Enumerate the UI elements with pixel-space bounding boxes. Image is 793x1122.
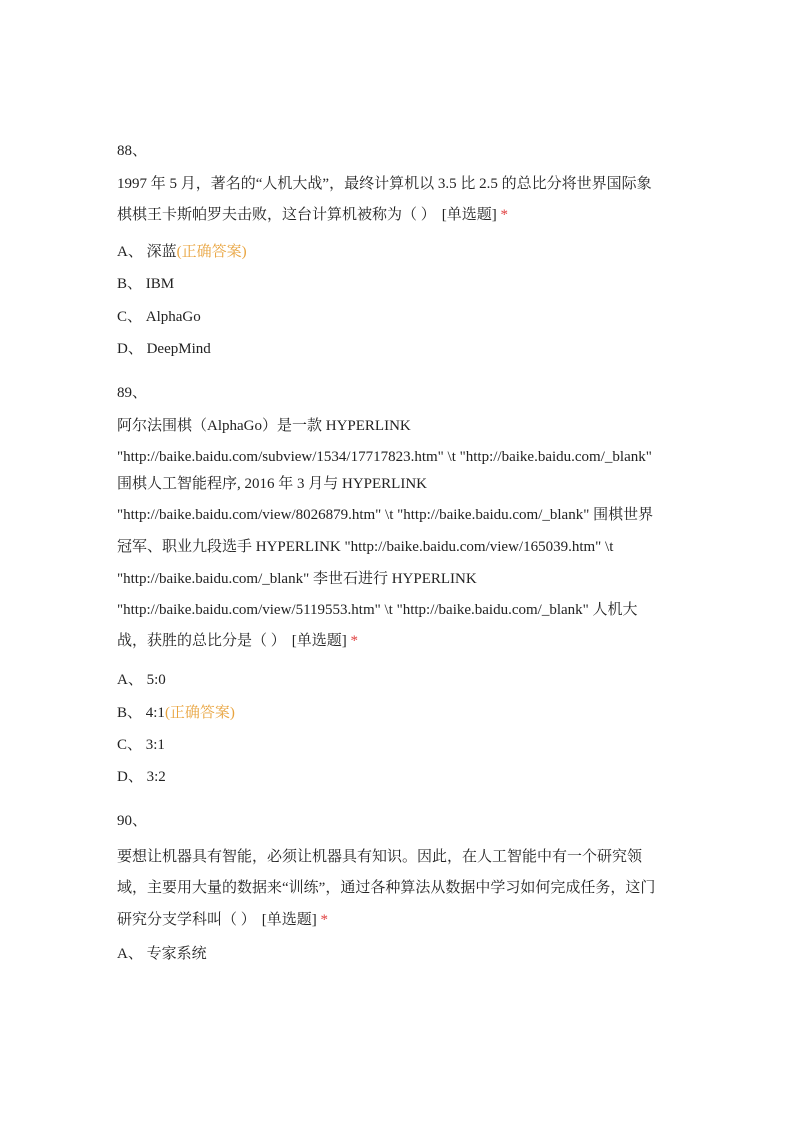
question-text-line [117,632,358,650]
option-d: D、 DeepMind [117,341,211,357]
question-text-line: 阿尔法围棋（AlphaGo）是一款 HYPERLINK [117,418,411,434]
question-text-line: 域，主要用大量的数据来“训练”，通过各种算法从数据中学习如何完成任务，这门 [117,880,656,896]
option-label: A、 深蓝 [117,244,177,260]
question-number: 88、 [117,143,148,159]
option-label: B、 4:1 [117,705,165,721]
option-c: C、 AlphaGo [117,309,201,325]
question-text: 棋棋王卡斯帕罗夫击败，这台计算机被称为（ ） [117,207,436,223]
question-type: [单选题] [291,633,347,649]
question-text-line [117,911,328,929]
required-marker: * [350,633,359,649]
question-text-line: 围棋人工智能程序, 2016 年 3 月与 HYPERLINK [117,476,427,492]
question-type: [单选题] [261,912,317,928]
correct-answer-tag: (正确答案) [176,244,247,260]
option-c: C、 3:1 [117,737,165,753]
option-b: B、 IBM [117,276,175,292]
question-number: 89、 [117,385,148,401]
question-type: [单选题] [441,207,497,223]
required-marker: * [320,912,329,928]
question-text-line: "http://baike.baidu.com/subview/1534/17717823.htm" \t "http://baike.baidu.com/_blank" [117,449,652,465]
required-marker: * [500,207,509,223]
question-number: 90、 [117,813,148,829]
question-text-line: 要想让机器具有智能，必须让机器具有知识。因此，在人工智能中有一个研究领 [117,849,643,865]
correct-answer-tag: (正确答案) [164,705,235,721]
option-a: A、 5:0 [117,672,166,688]
option-a: A、 专家系统 [117,946,207,962]
question-text-line: "http://baike.baidu.com/view/5119553.htm" \t "http://baike.baidu.com/_blank" 人机大 [117,602,638,618]
question-text: 研究分支学科叫（ ） [117,912,256,928]
question-text-line: "http://baike.baidu.com/view/8026879.htm" \t "http://baike.baidu.com/_blank" 围棋世界 [117,507,654,523]
option-a [117,243,247,261]
question-text-line: 1997 年 5 月，著名的“人机大战”，最终计算机以 3.5 比 2.5 的总比分将世界国际象 [117,176,652,192]
question-text-line: 冠军、职业九段选手 HYPERLINK "http://baike.baidu.com/view/165039.htm" \t [117,539,614,555]
option-d: D、 3:2 [117,769,166,785]
question-text: 战，获胜的总比分是（ ） [117,633,286,649]
question-text-line: "http://baike.baidu.com/_blank" 李世石进行 HYPERLINK [117,571,477,587]
question-text-line [117,206,508,224]
option-b [117,704,235,722]
